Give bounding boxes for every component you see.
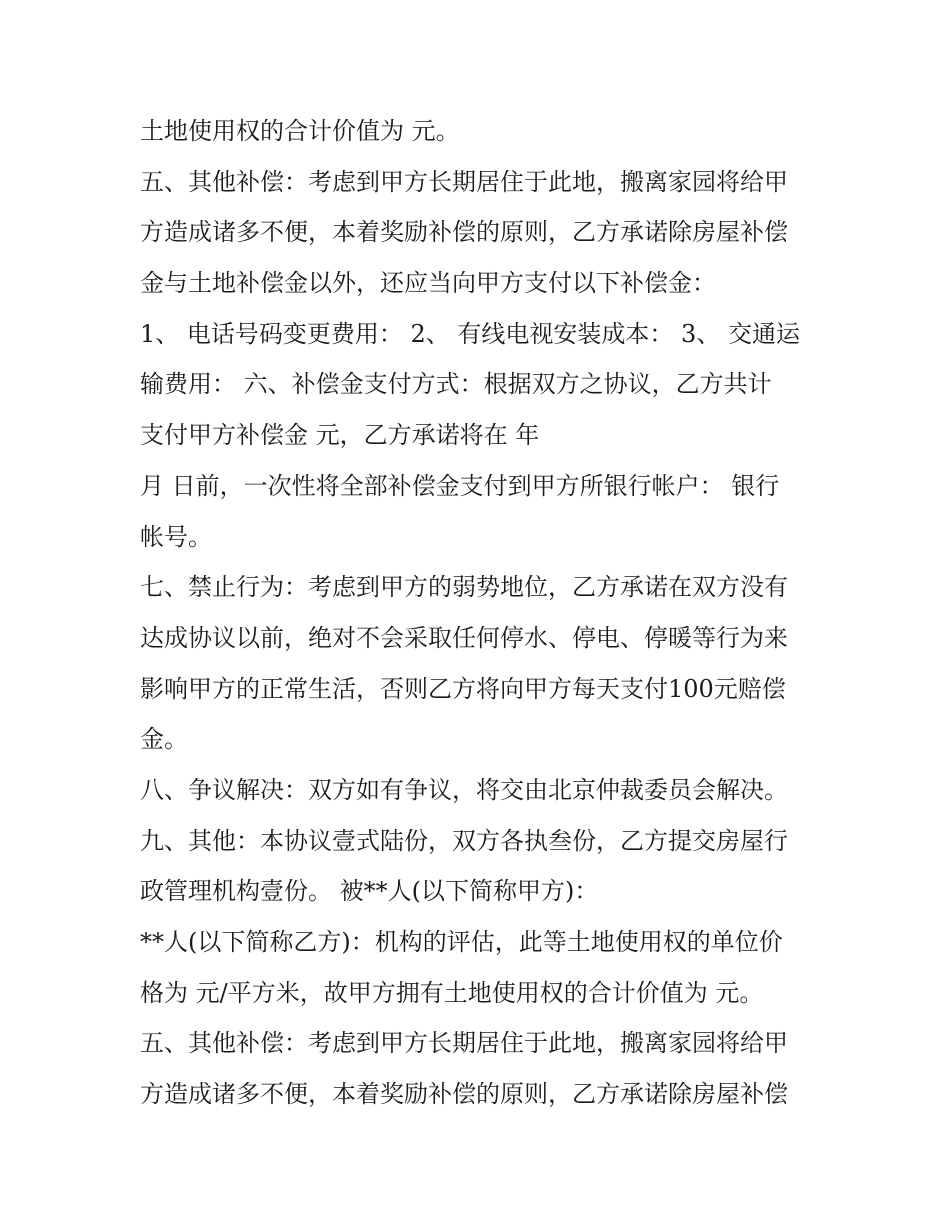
text-line: 影响甲方的正常生活，否则乙方将向甲方每天支付100元赔偿 [140,674,786,703]
text-line: 月 日前，一次性将全部补偿金支付到甲方所银行帐户： 银行 [140,471,780,500]
text-line: 输费用： 六、补偿金支付方式：根据双方之协议，乙方共计 [140,370,772,399]
text-line: 方造成诸多不便，本着奖励补偿的原则，乙方承诺除房屋补偿 [140,218,788,247]
text-line: 方造成诸多不便，本着奖励补偿的原则，乙方承诺除房屋补偿 [140,1080,788,1109]
text-line: 金。 [140,725,188,754]
text-line: 五、其他补偿：考虑到甲方长期居住于此地，搬离家园将给甲 [140,1029,788,1058]
text-line: 七、禁止行为：考虑到甲方的弱势地位，乙方承诺在双方没有 [140,573,788,602]
text-line: 支付甲方补偿金 元，乙方承诺将在 年 [140,421,540,450]
text-line: 帐号。 [140,522,212,551]
text-line: 八、争议解决：双方如有争议，将交由北京仲裁委员会解决。 [140,775,788,804]
text-line: 五、其他补偿：考虑到甲方长期居住于此地，搬离家园将给甲 [140,167,788,196]
document-body [140,106,830,1120]
text-line: 政管理机构壹份。 被**人(以下简称甲方)： [140,877,599,906]
text-line: 九、其他：本协议壹式陆份，双方各执叁份，乙方提交房屋行 [140,826,788,855]
text-line: 土地使用权的合计价值为 元。 [140,117,460,145]
text-line: 1、 电话号码变更费用： 2、 有线电视安装成本： 3、 交通运 [140,319,800,348]
text-line: 金与土地补偿金以外，还应当向甲方支付以下补偿金： [140,269,716,298]
text-line: 格为 元/平方米，故甲方拥有土地使用权的合计价值为 元。 [140,978,764,1007]
text-line: **人(以下简称乙方)：机构的评估，此等土地使用权的单位价 [140,928,783,956]
text-line: 达成协议以前，绝对不会采取任何停水、停电、停暖等行为来 [140,623,788,652]
